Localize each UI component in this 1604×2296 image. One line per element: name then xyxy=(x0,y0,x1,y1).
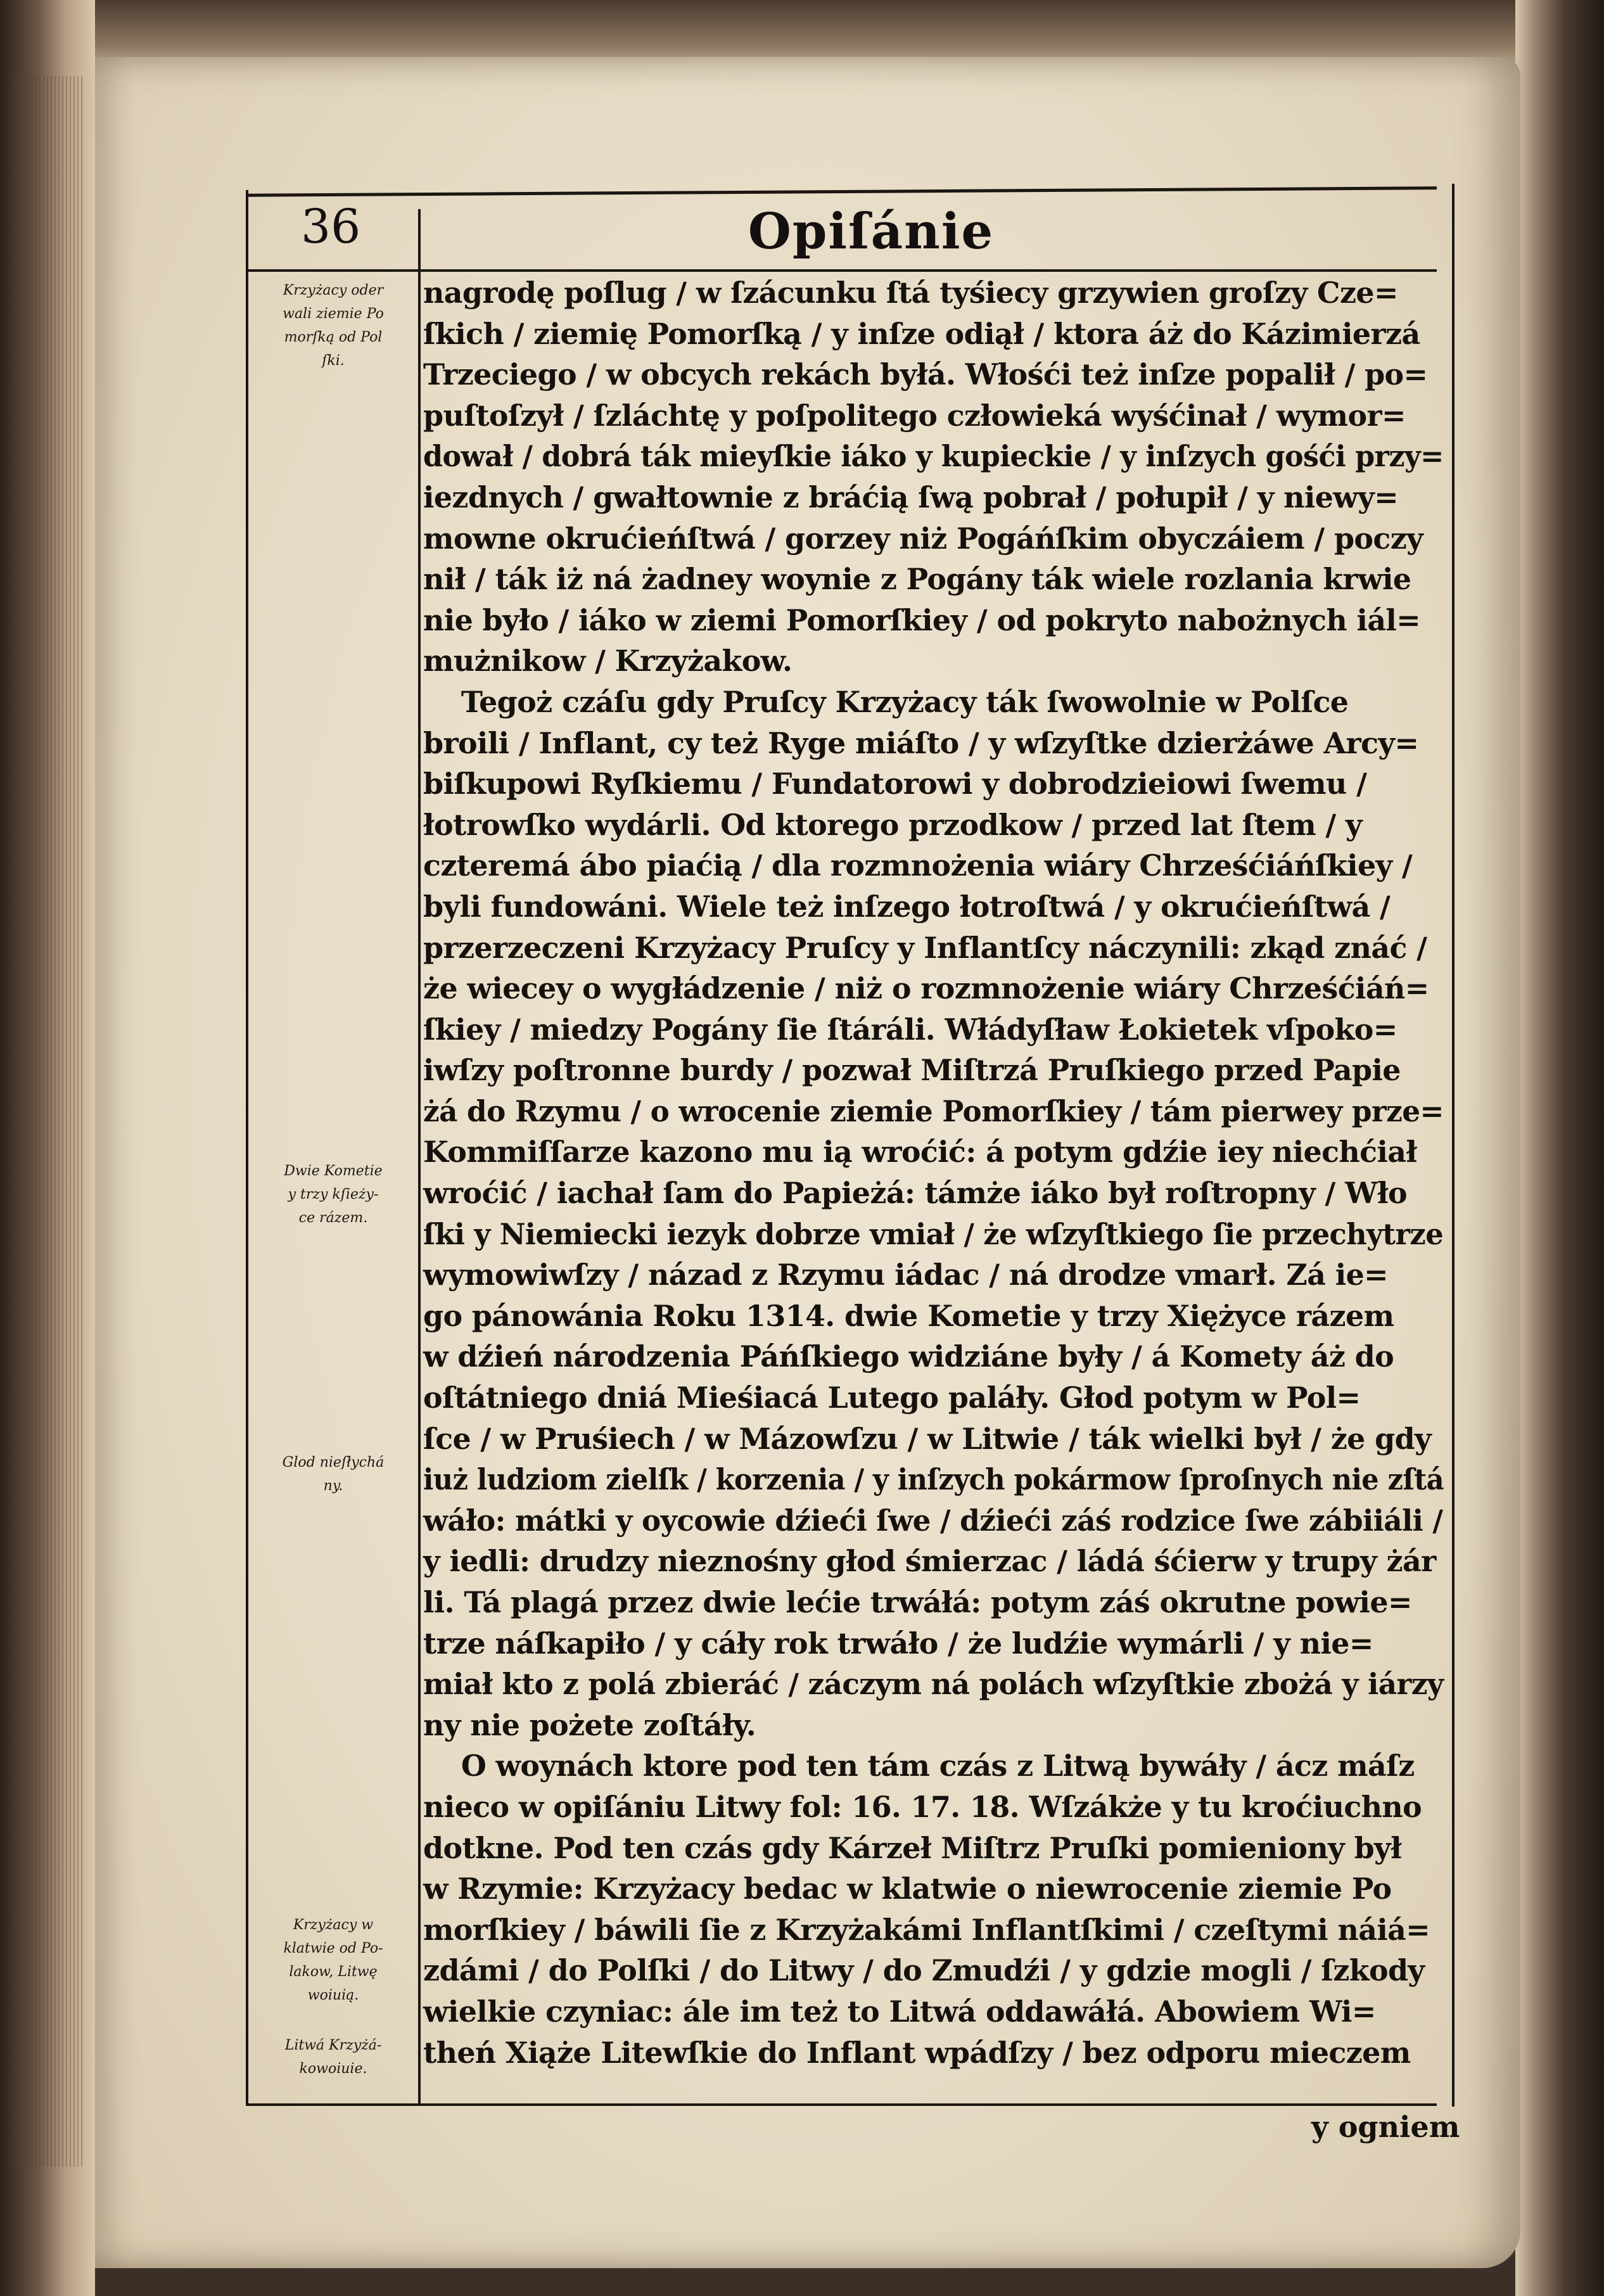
text-line: trze náſkapiło / y cáły rok trwáło / że ludźie wymárli / y nie= xyxy=(423,1626,1373,1661)
margin-note-line: ce rázem. xyxy=(298,1210,368,1226)
text-line: biſkupowi Ryſkiemu / Fundatorowi y dobrodzieiowi ſwemu / xyxy=(423,767,1367,801)
text-line: oſtátniego dniá Mieśiacá Lutego paláły. Głod potym w Pol= xyxy=(423,1381,1361,1415)
margin-note-line: y trzy kſieży- xyxy=(288,1187,379,1202)
margin-note-komety xyxy=(250,1159,416,1230)
text-line: zdámi / do Polſki / do Litwy / do Zmudźi / y gdzie mogli / ſzkody xyxy=(423,1953,1425,1988)
text-line: Trzeciego / w obcych rekách byłá. Włośći też inſze popalił / po= xyxy=(423,357,1428,392)
margin-note-line: Krzyżacy oder xyxy=(283,283,384,298)
text-line: iwſzy poſtronne burdy / pozwał Miſtrzá Pruſkiego przed Papie xyxy=(423,1053,1401,1088)
frame-rule-left xyxy=(246,190,248,2103)
frame-rule-bottom xyxy=(246,2103,1437,2106)
margin-note-line: lakow, Litwę xyxy=(289,1964,378,1980)
margin-note-line: morſką od Pol xyxy=(284,329,383,345)
text-line: wielkie czyniac: ále im też to Litwá oddawáłá. Abowiem Wi= xyxy=(423,1994,1376,2029)
text-line: ſkich / ziemię Pomorſką / y inſze odiął / ktora áż do Kázimierzá xyxy=(423,316,1420,351)
page-number: 36 xyxy=(301,200,361,254)
frame-rule-header xyxy=(246,269,1437,272)
text-line: w Rzymie: Krzyżacy bedac w klatwie o niewrocenie ziemie Po xyxy=(423,1872,1392,1906)
page-header xyxy=(250,200,1441,269)
text-line: ſce / w Pruśiech / w Mázowſzu / w Litwie / ták wielki był / że gdy xyxy=(423,1421,1432,1456)
text-line: ſki y Niemiecki iezyk dobrze vmiał / że wſzyſtkiego ſie przechytrze xyxy=(423,1216,1444,1251)
book-left-page-edges xyxy=(0,0,95,2296)
page-edge-lines xyxy=(13,76,82,2167)
catchword: y ogniem xyxy=(1311,2110,1460,2144)
text-line: nił / ták iż ná żadney woynie z Pogány ták wiele rozlania krwie xyxy=(423,562,1411,597)
text-line: go pánowánia Roku 1314. dwie Kometie y trzy Xiężyce rázem xyxy=(423,1298,1394,1333)
text-line: mowne okrućieńſtwá / gorzey niż Pogáńſkim obyczáiem / poczy xyxy=(423,521,1423,556)
text-line: byli fundowáni. Wiele też inſzego łotroſtwá / y okrućieńſtwá / xyxy=(423,889,1391,924)
text-line: dotkne. Pod ten czás gdy Kárzeł Miſtrz Pruſki pomieniony był xyxy=(423,1830,1402,1865)
text-line: puſtoſzył / ſzláchtę y poſpolitego człowieká wyśćinał / wymor= xyxy=(423,398,1406,433)
text-line: broili / Inflant, cy też Ryge miáſto / y wſzyſtke dzierżáwe Arcy= xyxy=(423,725,1419,760)
text-line: dował / dobrá ták mieyſkie iáko y kupieckie / y inſzych gośći przy= xyxy=(423,439,1444,474)
margin-note-line: klatwie od Po- xyxy=(283,1941,383,1956)
body-text xyxy=(423,272,1446,2091)
margin-note-krzyzacy-pomorze xyxy=(250,279,416,373)
frame-rule-right xyxy=(1452,184,1454,2107)
book-right-binding xyxy=(1515,0,1604,2296)
text-line: iuż ludziom zielſk / korzenia / y inſzych pokármow ſproſnych nie zſtá xyxy=(423,1462,1444,1497)
margin-note-glod xyxy=(250,1451,416,1498)
text-line: ny nie pożete zoſtáły. xyxy=(423,1707,756,1742)
text-line: mużnikow / Krzyżakow. xyxy=(423,644,792,679)
text-line: żá do Rzymu / o wrocenie ziemie Pomorſkiey / tám pierwey prze= xyxy=(423,1094,1444,1128)
text-line: theń Xiąże Litewſkie do Inflant wpádſzy / bez odporu mieczem xyxy=(423,2035,1411,2070)
text-line: morſkiey / báwili ſie z Krzyżakámi Inflantſkimi / czeſtymi náiá= xyxy=(423,1912,1430,1947)
margin-note-klatwa xyxy=(250,1913,416,2007)
text-line: miał kto z polá zbieráć / záczym ná polách wſzyſtkie zbożá y iárzy xyxy=(423,1667,1444,1702)
text-line: y iedli: drudzy nieznośny głod śmierzac / ládá śćierw y trupy żár xyxy=(423,1544,1436,1579)
running-head: Opiſánie xyxy=(748,203,995,260)
text-line: czteremá ábo piaćią / dla rozmnożenia wiáry Chrześćiáńſkiey / xyxy=(423,848,1413,883)
text-line: ſkiey / miedzy Pogány ſie ſtáráli. Włádyſław Łokietek vſpoko= xyxy=(423,1012,1397,1047)
paragraph-start-line: O woynách ktore pod ten tám czás z Litwą bywáły / ácz máſz xyxy=(461,1749,1415,1783)
text-line: nie było / iáko w ziemi Pomorſkiey / od pokryto nabożnych iál= xyxy=(423,603,1421,637)
margin-note-litwa xyxy=(250,2034,416,2081)
text-line: wáło: mátki y oycowie dźieći ſwe / dźieći záś rodzice ſwe zábiiáli / xyxy=(423,1503,1443,1538)
margin-note-line: wali ziemie Po xyxy=(283,306,384,322)
text-line: wymowiwſzy / názad z Rzymu iádac / ná drodze vmarł. Zá ie= xyxy=(423,1258,1389,1292)
text-line: łotrowſko wydárli. Od ktorego przodkow / przed lat ſtem / y xyxy=(423,807,1362,842)
frame-rule-margin-gutter xyxy=(418,209,421,2103)
margin-note-line: Krzyżacy w xyxy=(293,1917,374,1933)
text-line: przerzeczeni Krzyżacy Pruſcy y Inflantſcy náczynili: zkąd znáć / xyxy=(423,930,1427,965)
text-line: wroćić / iachał ſam do Papieżá: támże iáko był roſtropny / Wło xyxy=(423,1176,1408,1211)
text-line: w dźień národzenia Páńſkiego widziáne były / á Komety áż do xyxy=(423,1339,1394,1374)
text-line: Kommiſſarze kazono mu ią wroćić: á potym gdźie iey niechćiał xyxy=(423,1135,1417,1170)
text-line: nagrodę poſlug / w ſzácunku ſtá tyśiecy grzywien groſzy Cze= xyxy=(423,276,1398,310)
text-line: li. Tá plagá przez dwie lećie trwáłá: potym záś okrutne powie= xyxy=(423,1585,1412,1619)
margin-notes xyxy=(250,272,416,2103)
paragraph-start-line: Tegoż czáſu gdy Pruſcy Krzyżacy ták ſwowolnie w Polſce xyxy=(461,684,1349,719)
margin-note-line: ſki. xyxy=(322,353,345,369)
text-line: nieco w opiſániu Litwy fol: 16. 17. 18. Wſzákże y tu kroćiuchno xyxy=(423,1789,1422,1824)
margin-note-line: Dwie Kometie xyxy=(284,1163,383,1179)
margin-note-line: kowoiuie. xyxy=(299,2061,367,2077)
margin-note-line: Litwá Krzyżá- xyxy=(284,2038,382,2053)
margin-note-line: Glod nieſłychá xyxy=(282,1455,385,1470)
text-line: że wiecey o wygłádzenie / niż o rozmnożenie wiáry Chrześćiáń= xyxy=(423,971,1429,1006)
text-line: iezdnych / gwałtownie z bráćią ſwą pobrał / połupił / y niewy= xyxy=(423,480,1399,514)
margin-note-line: woiuią. xyxy=(307,1987,359,2003)
margin-note-line: ny. xyxy=(323,1478,343,1494)
